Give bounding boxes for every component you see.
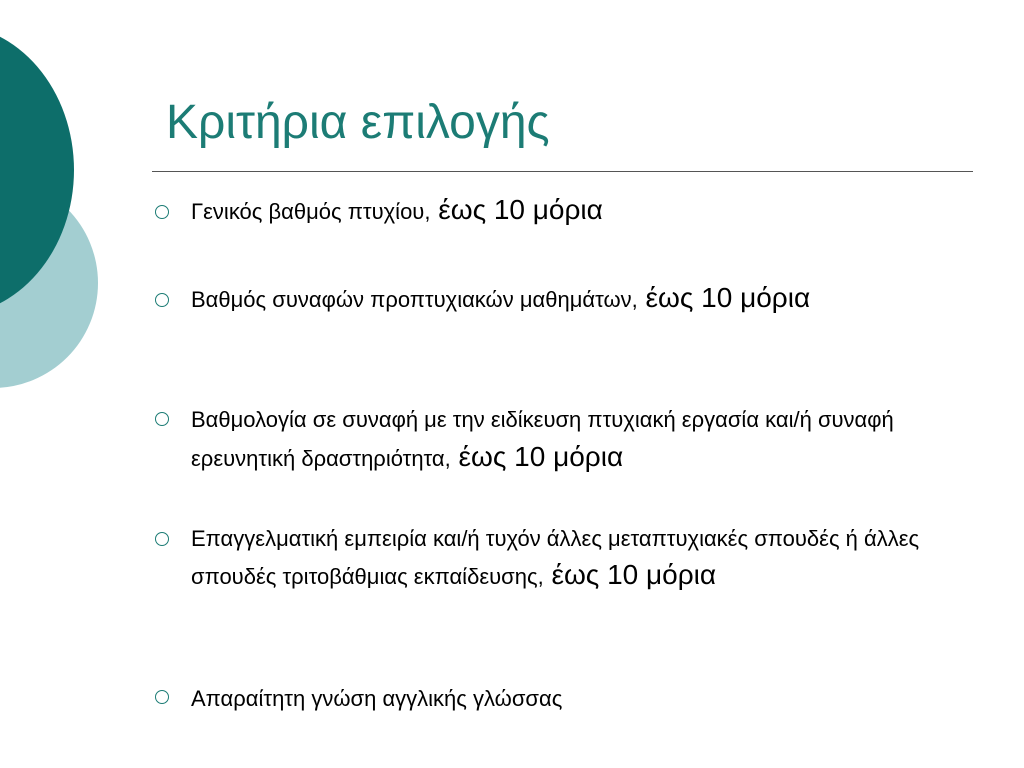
bullet-main-text: Βαθμός συναφών προπτυχιακών μαθημάτων, bbox=[191, 287, 638, 312]
hollow-circle-bullet-icon bbox=[155, 293, 169, 307]
bullet-main-text: Γενικός βαθμός πτυχίου, bbox=[191, 199, 431, 224]
bullet-main-text: Βαθμολογία σε συναφή με την ειδίκευση πτυχιακή εργασία και/ή συναφή ερευνητική δραστηριότητα, bbox=[191, 407, 894, 471]
bullet-main-text: Απαραίτητη γνώση αγγλικής γλώσσας bbox=[191, 686, 563, 711]
bullet-item bbox=[150, 680, 940, 719]
bullet-item bbox=[150, 522, 940, 596]
bullet-text bbox=[191, 193, 940, 232]
hollow-circle-bullet-icon bbox=[155, 532, 169, 546]
bullet-text bbox=[191, 522, 940, 596]
hollow-circle-bullet-icon bbox=[155, 205, 169, 219]
bullet-item bbox=[150, 193, 940, 232]
bullet-main-text: Επαγγελματική εμπειρία και/ή τυχόν άλλες μεταπτυχιακές σπουδές ή άλλες σπουδές τριτοβάθμιας εκπαίδευσης, bbox=[191, 526, 920, 589]
bullet-points-text: έως 10 μόρια bbox=[543, 559, 717, 590]
bullet-text bbox=[191, 281, 940, 320]
title-divider bbox=[152, 171, 973, 172]
slide-title: Κριτήρια επιλογής bbox=[166, 96, 550, 149]
bullet-text bbox=[191, 680, 940, 719]
bullet-item bbox=[150, 403, 940, 479]
hollow-circle-bullet-icon bbox=[155, 690, 169, 704]
bullet-item bbox=[150, 281, 940, 320]
hollow-circle-bullet-icon bbox=[155, 412, 169, 426]
bullet-text bbox=[191, 403, 940, 479]
bullet-points-text: έως 10 μόρια bbox=[430, 194, 603, 225]
bullet-points-text: έως 10 μόρια bbox=[450, 441, 624, 472]
bullet-points-text: έως 10 μόρια bbox=[637, 282, 811, 313]
